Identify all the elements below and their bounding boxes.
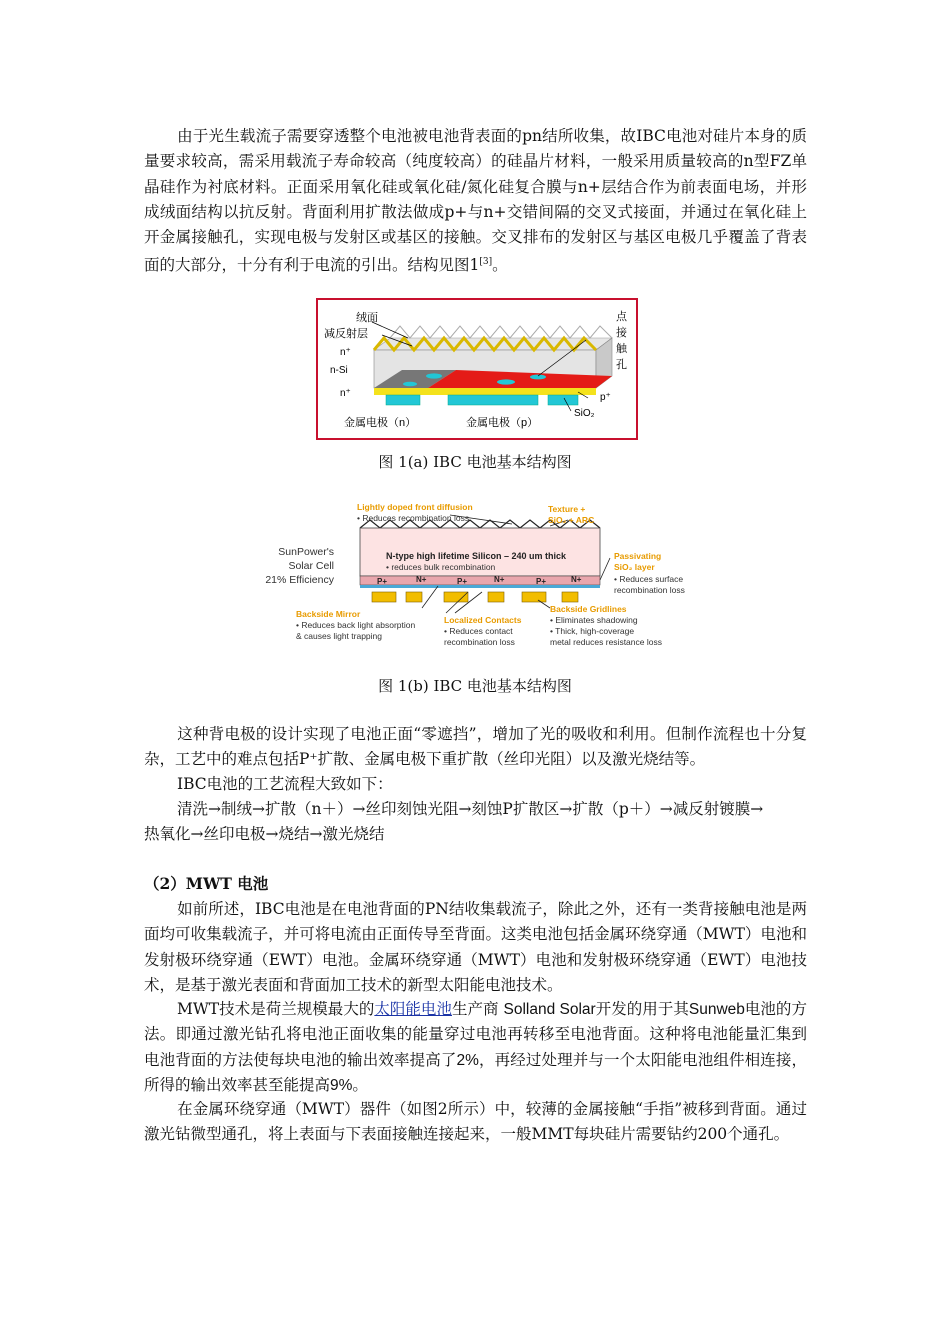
- dopant-n-1: N+: [416, 575, 427, 584]
- paragraph-back-contact: 如前所述，IBC电池是在电池背面的PN结收集载流子，除此之外，还有一类背接触电池是两面均可收集载流子，并可将电流由正面传导至背面。这类电池包括金属环绕穿通（MWT）电池和发射极环绕穿通（EWT）电池。金属环绕穿通（MWT）电池和发射极环绕穿通（EWT）电池技术，是基于激光表面和背面加工技术的新型太阳能电池技术。: [144, 900, 807, 994]
- contacts-note-2: recombination loss: [444, 637, 515, 647]
- label-p-plus: p⁺: [600, 392, 611, 403]
- passivating-note-2: recombination loss: [614, 585, 685, 595]
- process-flow-line-2: 热氧化→丝印电极→烧结→激光烧结: [144, 825, 385, 843]
- label-sio2: SiO₂: [574, 408, 595, 419]
- label-electrode-p: 金属电极（p）: [466, 417, 539, 429]
- process-flow-line-1: 清洗→制绒→扩散（n＋）→丝印刻蚀光阻→刻蚀P扩散区→扩散（p＋）→减反射镀膜→: [177, 800, 764, 818]
- gridlines-title: Backside Gridlines: [550, 604, 627, 614]
- mirror-note-1: • Reduces back light absorption: [296, 620, 416, 630]
- contacts-title: Localized Contacts: [444, 615, 522, 625]
- paragraph-mwt-device: 在金属环绕穿通（MWT）器件（如图2所示）中，较薄的金属接触“手指”被移到背面。通过激光钻微型通孔，将上表面与下表面接触连接起来，一般MMT每块硅片需要钻约200个通孔。: [144, 1100, 807, 1144]
- front-diffusion-title: Lightly doped front diffusion: [357, 502, 473, 512]
- passivating-title-1: Passivating: [614, 551, 662, 561]
- gridlines-note-3: metal reduces resistance loss: [550, 637, 662, 647]
- label-arc: 减反射层: [324, 328, 368, 340]
- label-n-si: n-Si: [330, 365, 348, 376]
- label-electrode-n: 金属电极（n）: [344, 417, 417, 429]
- gridlines-note-1: • Eliminates shadowing: [550, 615, 638, 625]
- texture-title-2: SiO₂ + ARC: [548, 515, 595, 525]
- passivating-title-2: SiO₂ layer: [614, 562, 655, 572]
- paragraph-mwt-tech: MWT技术是荷兰规模最大的太阳能电池生产商 Solland Solar开发的用于其Sunweb电池的方法。即通过激光钻孔将电池正面收集的能量穿过电池再转移至电池背面。这种将电池能量汇集到电池背面的方法使每块电池的输出效率提高了2%，再经过处理并与一个太阳能电池组件相连接，所得的输出效率甚至能提高9%。: [144, 1000, 807, 1094]
- passivating-note-1: • Reduces surface: [614, 574, 684, 584]
- figure-1a-caption: 图 1(a) IBC 电池基本结构图: [378, 453, 572, 471]
- silicon-title: N-type high lifetime Silicon – 240 um thick: [386, 551, 567, 561]
- label-contact-hole-2: 接: [616, 327, 627, 339]
- label-contact-hole-3: 触: [616, 343, 627, 355]
- label-texture: 绒面: [356, 312, 378, 324]
- texture-title-1: Texture +: [548, 504, 586, 514]
- figure-1b-sunpower-cell: [250, 500, 710, 655]
- silicon-note: • reduces bulk recombination: [386, 562, 496, 572]
- label-contact-hole-1: 点: [616, 311, 627, 323]
- dopant-p-3: P+: [536, 577, 547, 586]
- dopant-p-2: P+: [457, 577, 468, 586]
- front-diffusion-note: • Reduces recombination loss: [357, 513, 470, 523]
- intro-paragraph: 由于光生载流子需要穿透整个电池被电池背表面的pn结所收集，故IBC电池对硅片本身的质量要求较高，需采用载流子寿命较高（纯度较高）的硅晶片材料，一般采用质量较高的n型FZ单晶硅作为衬底材料。正面采用氧化硅或氧化硅/氮化硅复合膜与n+层结合作为前表面电场，并形成绒面结构以抗反射。背面利用扩散法做成p+与n+交错间隔的交叉式接面，并通过在氧化硅上开金属接触孔，实现电极与发射区或基区的接触。交叉排布的发射区与基区电极几乎覆盖了背表面的大部分，十分有利于电流的引出。结构见图1[3]。: [144, 127, 807, 275]
- dopant-n-2: N+: [494, 575, 505, 584]
- sunpower-label-3: 21% Efficiency: [265, 574, 334, 586]
- figure-1b-caption: 图 1(b) IBC 电池基本结构图: [378, 677, 572, 695]
- sunpower-label-2: Solar Cell: [288, 560, 334, 572]
- sunpower-label-1: SunPower's: [278, 546, 334, 558]
- figure-1a-ibc-structure: [316, 298, 638, 440]
- mirror-note-2: & causes light trapping: [296, 631, 382, 641]
- citation-ref[interactable]: [3]: [479, 257, 493, 268]
- section-heading-mwt: （2）MWT 电池: [144, 874, 269, 893]
- gridlines-note-2: • Thick, high-coverage: [550, 626, 635, 636]
- contacts-note-1: • Reduces contact: [444, 626, 513, 636]
- dopant-p-1: P+: [377, 577, 388, 586]
- paragraph-zero-shading: 这种背电极的设计实现了电池正面“零遮挡”，增加了光的吸收和利用。但制作流程也十分复杂，工艺中的难点包括P⁺扩散、金属电极下重扩散（丝印光阻）以及激光烧结等。: [144, 725, 807, 769]
- solar-cell-link[interactable]: 太阳能电池: [374, 1000, 452, 1018]
- label-contact-hole-4: 孔: [616, 359, 627, 371]
- process-intro: IBC电池的工艺流程大致如下：: [177, 775, 393, 793]
- dopant-n-3: N+: [571, 575, 582, 584]
- label-n-plus-top: n⁺: [340, 347, 351, 358]
- mirror-title: Backside Mirror: [296, 609, 361, 619]
- label-n-plus-bottom: n⁺: [340, 388, 351, 399]
